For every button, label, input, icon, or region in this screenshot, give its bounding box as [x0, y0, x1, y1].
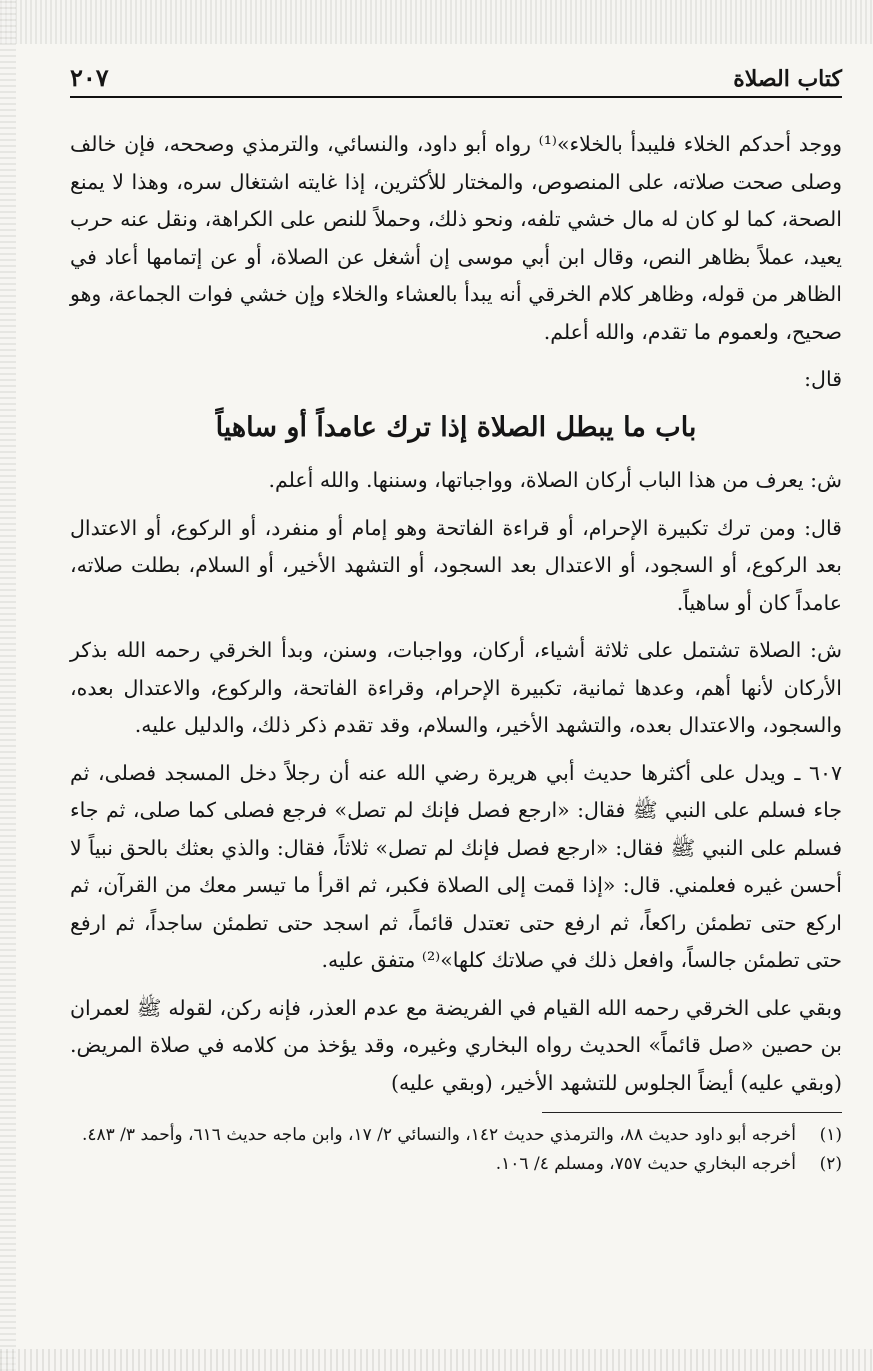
footnote-divider: [542, 1112, 842, 1113]
paragraph: ش: الصلاة تشتمل على ثلاثة أشياء، أركان، وواجبات، وسنن، وبدأ الخرقي رحمه الله بذكر الأركان لأنها أهم، وعدها ثمانية، تكبيرة الإحرام، وقراءة الفاتحة، والركوع، والاعتدال بعده، والسجود، والاعتدال بعده، والتشهد الأخير، والسلام، وقد تقدم ذكر ذلك، والدليل عليه.: [70, 638, 842, 737]
book-page: [70, 56, 842, 1356]
main-text: [70, 126, 842, 1102]
footnote-text: أخرجه البخاري حديث ٧٥٧، ومسلم ٤/ ١٠٦.: [495, 1154, 796, 1174]
paragraph: ٦٠٧ ـ ويدل على أكثرها حديث أبي هريرة رضي الله عنه أن رجلاً دخل المسجد فصلى، ثم جاء فسلم على النبي ﷺ فقال: «ارجع فصل فإنك لم تصل» فرجع فصلى كما صلى، ثم جاء فسلم على النبي ﷺ فقال: «ارجع فصل فإنك لم تصل» ثلاثاً، فقال: والذي بعثك بالحق نبياً لا أحسن غيره فعلمني. قال: «إذا قمت إلى الصلاة فكبر، ثم اقرأ ما تيسر معك من القرآن، ثم اركع حتى تطمئن راكعاً، ثم ارفع حتى تعتدل قائماً، ثم اسجد حتى تطمئن ساجداً، ثم ارفع حتى تطمئن جالساً، وافعل ذلك في صلاتك كلها»⁽²⁾ متفق عليه.: [70, 760, 843, 972]
footnote-marker: (١): [819, 1125, 842, 1145]
footnote-text: أخرجه أبو داود حديث ٨٨، والترمذي حديث ١٤٢، والنسائي ٢/ ١٧، وابن ماجه حديث ٦١٦، وأحمد ٣/ ٤٨٣.: [81, 1125, 796, 1145]
paragraph: ش: يعرف من هذا الباب أركان الصلاة، وواجباتها، وسننها. والله أعلم.: [268, 468, 842, 492]
paragraph: وبقي على الخرقي رحمه الله القيام في الفريضة مع عدم العذر، فإنه ركن، لقوله ﷺ لعمران بن حصين «صل قائماً» الحديث رواه البخاري وغيره، وقد يؤخذ من كلامه في صلاة المريض. (وبقي عليه) أيضاً الجلوس للتشهد الأخير، (وبقي عليه): [70, 995, 842, 1095]
scan-border-top: [0, 0, 873, 44]
page-number: ٢٠٧: [70, 63, 109, 92]
footnote-item: [70, 1121, 842, 1150]
footnote-item: [70, 1150, 842, 1179]
chapter-heading: باب ما يبطل الصلاة إذا ترك عامداً أو ساهياً: [215, 411, 697, 443]
paragraph: ووجد أحدكم الخلاء فليبدأ بالخلاء»⁽¹⁾ رواه أبو داود، والنسائي، والترمذي وصححه، فإن خالف وصلى صحت صلاته، على المنصوص، والمختار للأكثرين، إذا غايته اشتغال سره، وهذا لا يمنع الصحة، كما لو كان له مال خشي تلفه، ونحو ذلك، وحملاً للنص على الكراهة، ونقل عنه حرب يعيد، عملاً بظاهر النص، وقال ابن أبي موسى إن أشغل عن الصلاة، أو عن إتمامها أعاد في الظاهر من قوله، وظاهر كلام الخرقي أنه يبدأ بالعشاء والخلاء وإن خشي فوات الجماعة، وهو صحيح، ولعموم ما تقدم، والله أعلم.: [70, 132, 843, 344]
paragraph: قال: ومن ترك تكبيرة الإحرام، أو قراءة الفاتحة وهو إمام أو منفرد، أو الركوع، أو الاعتدال بعد الركوع، أو السجود، أو الاعتدال بعد السجود، أو التشهد الأخير، أو السلام، بطلت صلاته، عامداً كان أو ساهياً.: [70, 515, 842, 615]
paragraph: قال:: [804, 367, 842, 391]
running-title: كتاب الصلاة: [733, 66, 842, 92]
footnote-marker: (٢): [819, 1154, 842, 1174]
footnotes: [70, 1121, 842, 1179]
page-header: [70, 56, 842, 98]
scan-border-left: [0, 0, 16, 1371]
